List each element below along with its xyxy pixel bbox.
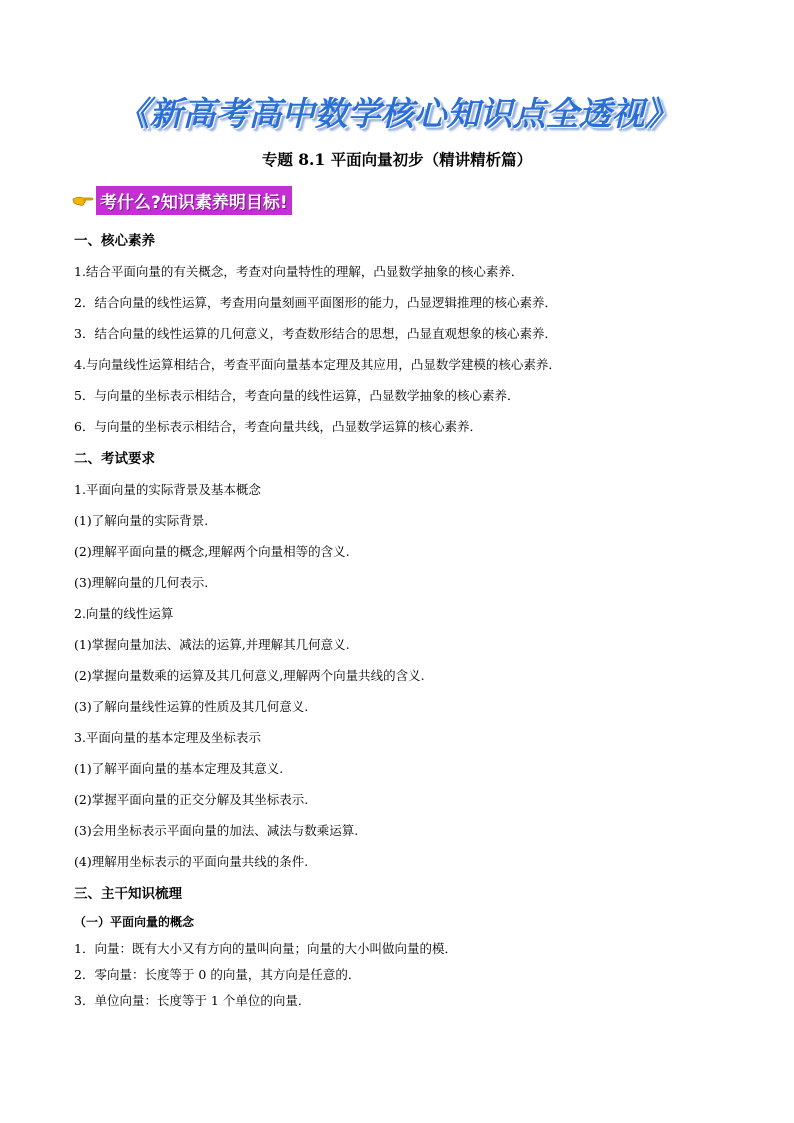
document-title: 《新高考高中数学核心知识点全透视》 — [116, 94, 678, 133]
list-item: (1)掌握向量加法、减法的运算,并理解其几何意义. — [74, 637, 350, 652]
list-item: 2.向量的线性运算 — [74, 606, 174, 621]
document-subtitle: 专题 8.1 平面向量初步（精讲精析篇） — [261, 150, 533, 169]
list-item: 3.平面向量的基本定理及坐标表示 — [74, 730, 261, 745]
goal-banner-row — [72, 186, 292, 214]
list-item: (3)会用坐标表示平面向量的加法、减法与数乘运算. — [74, 823, 359, 838]
section-heading-exam-requirements: 二、考试要求 — [74, 451, 155, 467]
list-item: (1)了解平面向量的基本定理及其意义. — [74, 761, 284, 776]
list-item: 5．与向量的坐标表示相结合，考查向量的线性运算，凸显数学抽象的核心素养． — [74, 388, 520, 403]
list-item: 3．结合向量的线性运算的几何意义，考查数形结合的思想，凸显直观想象的核心素养． — [74, 326, 557, 341]
list-item: (3)了解向量线性运算的性质及其几何意义. — [74, 699, 309, 714]
section-heading-knowledge-outline: 三、主干知识梳理 — [74, 886, 182, 902]
list-item: 1．向量：既有大小又有方向的量叫向量；向量的大小叫做向量的模． — [74, 941, 457, 956]
list-item: (4)理解用坐标表示的平面向量共线的条件. — [74, 854, 309, 869]
list-item: 1.平面向量的实际背景及基本概念 — [74, 482, 261, 497]
list-item: (1)了解向量的实际背景. — [74, 513, 209, 528]
list-item: (2)掌握向量数乘的运算及其几何意义,理解两个向量共线的含义. — [74, 668, 425, 683]
list-item: 4.与向量线性运算相结合，考查平面向量基本定理及其应用，凸显数学建模的核心素养． — [74, 357, 561, 372]
list-item: 2．结合向量的线性运算，考查用向量刻画平面图形的能力，凸显逻辑推理的核心素养． — [74, 295, 557, 310]
pointing-hand-icon — [72, 193, 94, 207]
list-item: (3)理解向量的几何表示. — [74, 575, 209, 590]
list-item: 2．零向量：长度等于 0 的向量，其方向是任意的． — [74, 967, 361, 982]
list-item: 1.结合平面向量的有关概念，考查对向量特性的理解，凸显数学抽象的核心素养． — [74, 264, 524, 279]
list-item: (2)理解平面向量的概念,理解两个向量相等的含义. — [74, 544, 350, 559]
section-heading-core-literacy: 一、核心素养 — [74, 233, 155, 249]
subsection-heading-vector-concept: （一）平面向量的概念 — [74, 915, 195, 929]
list-item: 6．与向量的坐标表示相结合，考查向量共线，凸显数学运算的核心素养． — [74, 419, 482, 434]
list-item: (2)掌握平面向量的正交分解及其坐标表示. — [74, 792, 309, 807]
goal-banner: 考什么?知识素养明目标! — [96, 186, 292, 215]
list-item: 3．单位向量：长度等于 1 个单位的向量． — [74, 993, 311, 1008]
